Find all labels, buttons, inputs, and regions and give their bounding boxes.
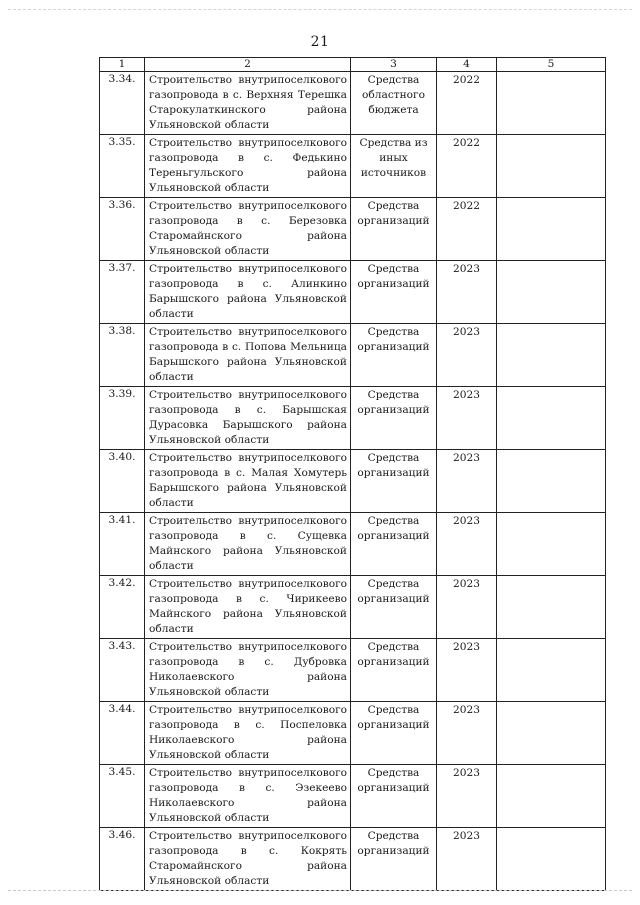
table-row bbox=[100, 828, 606, 891]
table-row bbox=[100, 450, 606, 513]
year: 2023 bbox=[437, 324, 497, 387]
year: 2023 bbox=[437, 702, 497, 765]
activity-name: Строительство внутрипоселкового газопровода в с. Березовка Старомайнского района Ульяновской области bbox=[145, 198, 351, 261]
note-cell bbox=[497, 513, 606, 576]
activity-name: Строительство внутрипоселкового газопровода в с. Малая Хомутерь Барышского района Ульяновской области bbox=[145, 450, 351, 513]
row-number: 3.34. bbox=[100, 72, 145, 135]
header-row bbox=[100, 58, 606, 72]
row-number: 3.43. bbox=[100, 639, 145, 702]
activity-name: Строительство внутрипоселкового газопровода в с. Барышская Дурасовка Барышского района Ульяновской области bbox=[145, 387, 351, 450]
funding-source: Средства организаций bbox=[351, 261, 437, 324]
funding-source: Средства организаций bbox=[351, 828, 437, 891]
funding-source: Средства из иных источников bbox=[351, 135, 437, 198]
year: 2023 bbox=[437, 765, 497, 828]
table-row bbox=[100, 261, 606, 324]
funding-source: Средства организаций bbox=[351, 639, 437, 702]
column-header: 5 bbox=[497, 58, 606, 72]
note-cell bbox=[497, 387, 606, 450]
row-number: 3.39. bbox=[100, 387, 145, 450]
row-number: 3.42. bbox=[100, 576, 145, 639]
activity-name: Строительство внутрипоселкового газопровода в с. Сущевка Майнского района Ульяновской области bbox=[145, 513, 351, 576]
funding-source: Средства организаций bbox=[351, 702, 437, 765]
activity-name: Строительство внутрипоселкового газопровода в с. Дубровка Николаевского района Ульяновской области bbox=[145, 639, 351, 702]
funding-source: Средства областного бюджета bbox=[351, 72, 437, 135]
note-cell bbox=[497, 261, 606, 324]
note-cell bbox=[497, 198, 606, 261]
program-table bbox=[99, 57, 606, 891]
funding-source: Средства организаций bbox=[351, 513, 437, 576]
year: 2023 bbox=[437, 387, 497, 450]
year: 2023 bbox=[437, 513, 497, 576]
table-row bbox=[100, 198, 606, 261]
row-number: 3.36. bbox=[100, 198, 145, 261]
note-cell bbox=[497, 828, 606, 891]
activity-name: Строительство внутрипоселкового газопровода в с. Поспеловка Николаевского района Ульяновской области bbox=[145, 702, 351, 765]
table-row bbox=[100, 513, 606, 576]
scan-edge-top bbox=[8, 9, 632, 10]
row-number: 3.44. bbox=[100, 702, 145, 765]
year: 2023 bbox=[437, 450, 497, 513]
row-number: 3.41. bbox=[100, 513, 145, 576]
year: 2022 bbox=[437, 72, 497, 135]
note-cell bbox=[497, 702, 606, 765]
activity-name: Строительство внутрипоселкового газопровода в с. Эзекеево Николаевского района Ульяновской области bbox=[145, 765, 351, 828]
row-number: 3.37. bbox=[100, 261, 145, 324]
activity-name: Строительство внутрипоселкового газопровода в с. Верхняя Терешка Старокулаткинского района Ульяновской области bbox=[145, 72, 351, 135]
funding-source: Средства организаций bbox=[351, 765, 437, 828]
year: 2023 bbox=[437, 639, 497, 702]
row-number: 3.46. bbox=[100, 828, 145, 891]
year: 2023 bbox=[437, 828, 497, 891]
activity-name: Строительство внутрипоселкового газопровода в с. Федькино Тереньгульского района Ульяновской области bbox=[145, 135, 351, 198]
page-number: 21 bbox=[310, 34, 330, 50]
activity-name: Строительство внутрипоселкового газопровода в с. Чирикеево Майнского района Ульяновской области bbox=[145, 576, 351, 639]
table-row bbox=[100, 639, 606, 702]
table-row bbox=[100, 387, 606, 450]
row-number: 3.38. bbox=[100, 324, 145, 387]
note-cell bbox=[497, 576, 606, 639]
row-number: 3.35. bbox=[100, 135, 145, 198]
activity-name: Строительство внутрипоселкового газопровода в с. Попова Мельница Барышского района Ульяновской области bbox=[145, 324, 351, 387]
scan-edge-bottom bbox=[8, 890, 632, 891]
activity-name: Строительство внутрипоселкового газопровода в с. Алинкино Барышского района Ульяновской области bbox=[145, 261, 351, 324]
funding-source: Средства организаций bbox=[351, 198, 437, 261]
column-header: 1 bbox=[100, 58, 145, 72]
funding-source: Средства организаций bbox=[351, 450, 437, 513]
column-header: 4 bbox=[437, 58, 497, 72]
note-cell bbox=[497, 639, 606, 702]
row-number: 3.40. bbox=[100, 450, 145, 513]
note-cell bbox=[497, 324, 606, 387]
year: 2022 bbox=[437, 198, 497, 261]
column-header: 3 bbox=[351, 58, 437, 72]
column-header: 2 bbox=[145, 58, 351, 72]
funding-source: Средства организаций bbox=[351, 576, 437, 639]
table-row bbox=[100, 765, 606, 828]
activity-name: Строительство внутрипоселкового газопровода в с. Кокрять Старомайнского района Ульяновской области bbox=[145, 828, 351, 891]
table-row bbox=[100, 576, 606, 639]
table-row bbox=[100, 72, 606, 135]
note-cell bbox=[497, 765, 606, 828]
note-cell bbox=[497, 135, 606, 198]
row-number: 3.45. bbox=[100, 765, 145, 828]
table-row bbox=[100, 702, 606, 765]
funding-source: Средства организаций bbox=[351, 324, 437, 387]
year: 2023 bbox=[437, 261, 497, 324]
year: 2022 bbox=[437, 135, 497, 198]
table-row bbox=[100, 324, 606, 387]
funding-source: Средства организаций bbox=[351, 387, 437, 450]
table-row bbox=[100, 135, 606, 198]
note-cell bbox=[497, 72, 606, 135]
note-cell bbox=[497, 450, 606, 513]
year: 2023 bbox=[437, 576, 497, 639]
